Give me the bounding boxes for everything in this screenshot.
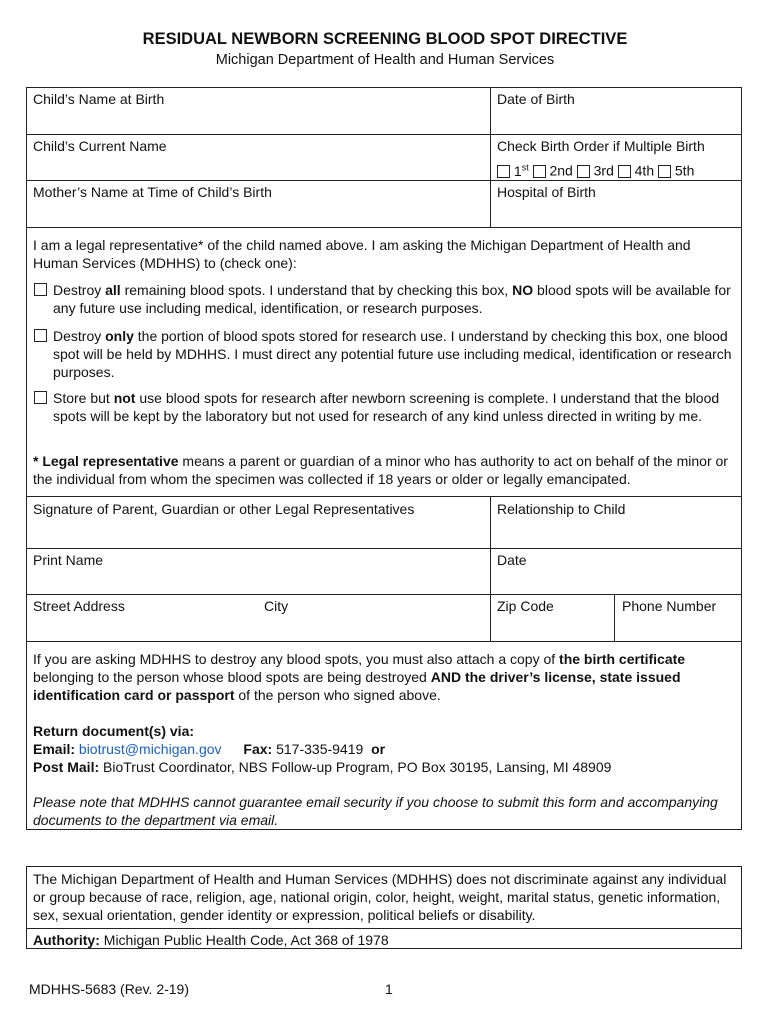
birth-order-options <box>497 159 694 180</box>
date-of-birth-field[interactable]: Date of Birth <box>497 91 575 107</box>
birth-order-2nd-checkbox[interactable] <box>533 165 546 178</box>
birth-order-3rd-checkbox[interactable] <box>577 165 590 178</box>
date-field[interactable]: Date <box>497 552 527 568</box>
store-no-research-text: Store but not use blood spots for research after newborn screening is complete. I understand that the blood spots will be kept by the laboratory but not used for research of any kind unless directed in writing by me. <box>53 390 720 424</box>
phone-number-field[interactable]: Phone Number <box>622 598 717 614</box>
birth-order-4th-checkbox[interactable] <box>618 165 631 178</box>
form-subtitle: Michigan Department of Health and Human Services <box>215 52 555 68</box>
child-current-name-field[interactable]: Child’s Current Name <box>33 138 167 154</box>
option-store-no-research <box>34 389 744 425</box>
birth-order-label: Check Birth Order if Multiple Birth <box>497 138 705 154</box>
destroy-all-text: Destroy all remaining blood spots. I understand that by checking this box, NO blood spots will be available for any future use including medical, identification, or research purposes. <box>53 282 731 316</box>
street-address-field[interactable]: Street Address <box>33 598 125 614</box>
birth-order-2nd-label: 2nd <box>549 162 573 179</box>
page-number: 1 <box>385 981 393 997</box>
destroy-research-text: Destroy only the portion of blood spots stored for research use. I understand by checking this box, one blood spot will be held by MDHHS. I must direct any potential future use including medical, identification or research purposes. <box>53 328 732 380</box>
email-fax-line: Email: biotrust@michigan.gov Fax: 517-335-9419 or <box>33 741 386 757</box>
return-label: Return document(s) via: <box>33 723 195 739</box>
relationship-field[interactable]: Relationship to Child <box>497 501 626 517</box>
destroy-research-checkbox[interactable] <box>34 329 47 342</box>
city-field[interactable]: City <box>264 598 289 614</box>
birth-order-1st-checkbox[interactable] <box>497 165 510 178</box>
print-name-field[interactable]: Print Name <box>33 552 104 568</box>
hospital-of-birth-field[interactable]: Hospital of Birth <box>497 184 596 200</box>
birth-order-4th-label: 4th <box>634 162 655 179</box>
nondiscrimination-statement: The Michigan Department of Health and Human Services (MDHHS) does not discriminate against any individual or group because of race, religion, age, national origin, color, height, weight, marital status, genetic information, sex, sexual orientation, gender identity or expression, political beliefs or disability. <box>33 871 727 923</box>
attachment-instructions: If you are asking MDHHS to destroy any blood spots, you must also attach a copy of the birth certificate belonging to the person whose blood spots are being destroyed AND the driver’s license, state issued identification card or passport of the person who signed above. <box>33 651 686 703</box>
post-mail-line: Post Mail: BioTrust Coordinator, NBS Follow-up Program, PO Box 30195, Lansing, MI 48909 <box>33 759 612 775</box>
birth-order-5th-checkbox[interactable] <box>658 165 671 178</box>
option-destroy-all <box>34 281 744 317</box>
birth-order-5th-label: 5th <box>674 162 695 179</box>
store-no-research-checkbox[interactable] <box>34 391 47 404</box>
birth-order-3rd-label: 3rd <box>593 162 614 179</box>
form-id: MDHHS-5683 (Rev. 2-19) <box>29 981 190 997</box>
authority-line: Authority: Michigan Public Health Code, Act 368 of 1978 <box>33 932 389 948</box>
fax-number: 517-335-9419 <box>276 741 364 757</box>
email-link[interactable]: biotrust@michigan.gov <box>78 741 222 757</box>
zip-code-field[interactable]: Zip Code <box>497 598 554 614</box>
signature-field[interactable]: Signature of Parent, Guardian or other Legal Representatives <box>33 501 415 517</box>
request-intro: I am a legal representative* of the child named above. I am asking the Michigan Department of Health and Human Services (MDHHS) to (check one): <box>33 237 691 271</box>
child-name-at-birth-field[interactable]: Child’s Name at Birth <box>33 91 165 107</box>
birth-order-1st-label: 1st <box>513 162 529 179</box>
option-destroy-research <box>34 327 744 381</box>
destroy-all-checkbox[interactable] <box>34 283 47 296</box>
mother-name-field[interactable]: Mother’s Name at Time of Child’s Birth <box>33 184 272 200</box>
email-security-note: Please note that MDHHS cannot guarantee email security if you choose to submit this form and accompanying documents to the department via email. <box>33 794 718 828</box>
legal-representative-definition: * Legal representative means a parent or guardian of a minor who has authority to act on behalf of the minor or the individual from whom the specimen was collected if 18 years or older or legally emancipated. <box>33 453 728 487</box>
form-title: RESIDUAL NEWBORN SCREENING BLOOD SPOT DIRECTIVE <box>142 30 628 48</box>
